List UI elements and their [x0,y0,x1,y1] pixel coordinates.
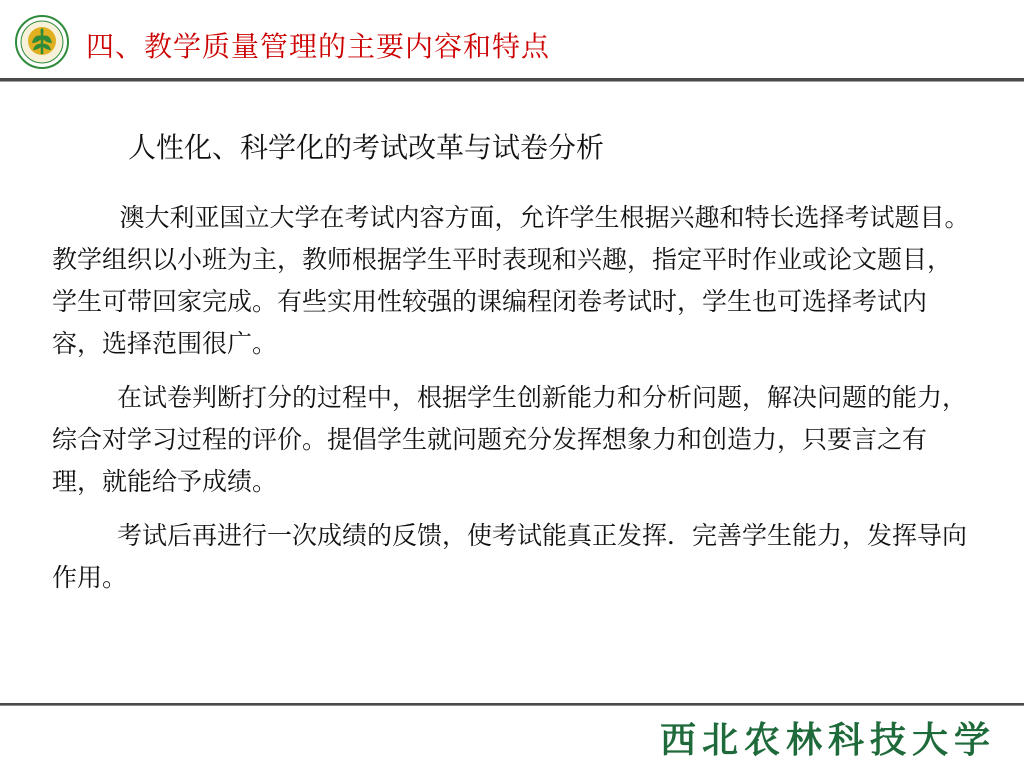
footer-divider [0,703,1024,706]
header-divider [0,78,1024,82]
section-subtitle: 人性化、科学化的考试改革与试卷分析 [128,131,605,164]
paragraph: 澳大利亚国立大学在考试内容方面，允许学生根据兴趣和特长选择考试题目。教学组织以小班为主，教师根据学生平时表现和兴趣，指定平时作业或论文题目，学生可带回家完成。有些实用性较强的课编程闭卷考试时，学生也可选择考试内容，选择范围很广。 [52,203,970,358]
paragraph: 在试卷判断打分的过程中，根据学生创新能力和分析问题，解决问题的能力，综合对学习过程的评价。提倡学生就问题充分发挥想象力和创造力，只要言之有理，就能给予成绩。 [52,383,968,496]
university-emblem-icon [14,14,70,70]
body-text [52,197,972,611]
paragraph: 考试后再进行一次成绩的反馈，使考试能真正发挥．完善学生能力，发挥导向作用。 [52,521,968,592]
university-name-logotype: 西北农林科技大学 [659,719,996,761]
slide-header [0,0,1024,76]
slide-title: 四、教学质量管理的主要内容和特点 [86,30,551,63]
